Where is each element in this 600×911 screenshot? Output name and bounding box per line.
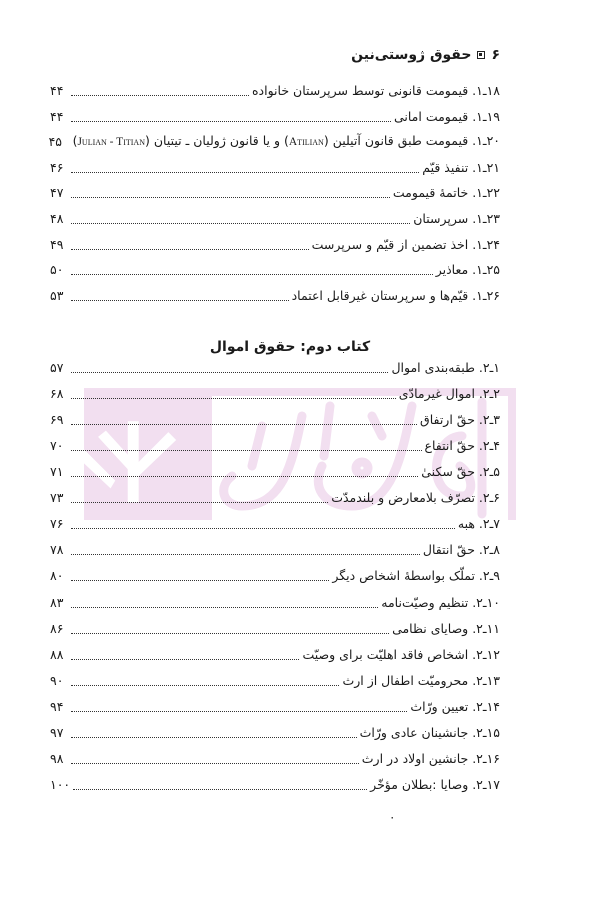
toc-entry[interactable] (50, 385, 500, 403)
dot-leader (71, 273, 433, 275)
toc-entry-page: ۱۰۰ (50, 777, 71, 792)
toc-entry-title: ۲۳ـ۱. سرپرستان (413, 211, 500, 226)
dot-leader (71, 423, 417, 425)
toc-entry-page: ۸۸ (50, 647, 64, 662)
toc-entry-page: ۹۰ (50, 673, 64, 688)
dot-leader (71, 222, 410, 224)
toc-entry-page: ۵۰ (50, 262, 64, 277)
toc-entry[interactable] (50, 236, 500, 254)
dot-leader (71, 501, 328, 503)
toc-entry-page: ۹۸ (50, 751, 64, 766)
toc-entry-page: ۴۸ (50, 211, 64, 226)
toc-entry-title: ۲۱ـ۱. تنفیذ قیّم (422, 160, 500, 175)
dot-leader (71, 658, 299, 660)
dot-leader (71, 371, 388, 373)
latin-term: Julian - Titian (77, 136, 145, 148)
toc-entry[interactable] (50, 210, 500, 228)
toc-entry-title: ۷ـ۲. هبه (457, 516, 500, 531)
toc-entry-title: ۱۹ـ۱. قیمومت امانی (393, 109, 500, 124)
section-heading (0, 339, 600, 355)
toc-entry-title: ۲ـ۲. اموال غیرمادّی (398, 386, 500, 401)
toc-entry[interactable] (50, 489, 500, 507)
toc-entry-page: ۸۳ (50, 595, 64, 610)
toc-entry[interactable] (50, 541, 500, 559)
dot-leader (71, 606, 378, 608)
toc-entry[interactable] (50, 698, 500, 716)
dot-leader (71, 527, 455, 529)
toc-entry-title: ۱۲ـ۲. اشخاص فاقد اهلیّت برای وصیّت (302, 647, 500, 662)
toc-entry-page: ۵۷ (50, 360, 64, 375)
toc-entry[interactable] (50, 133, 500, 151)
toc-entry[interactable] (50, 620, 500, 638)
dot-leader (71, 171, 419, 173)
toc-entry-page: ۸۰ (50, 568, 64, 583)
toc-entry-page: ۴۴ (50, 109, 64, 124)
toc-entry-title: ۹ـ۲. تملّک بواسطهٔ اشخاص دیگر (332, 568, 500, 583)
toc-entry-page: ۷۶ (50, 516, 64, 531)
dot-leader (71, 248, 309, 250)
toc-entry-page: ۷۸ (50, 542, 64, 557)
toc-entry-page: ۴۴ (50, 83, 64, 98)
toc-entry[interactable] (50, 108, 500, 126)
dot-leader (71, 120, 391, 122)
dot-leader (71, 397, 396, 399)
running-head (351, 47, 500, 63)
toc-entry-title: ۱۷ـ۲. وصایا :بطلان مؤخّر (370, 777, 500, 792)
toc-entry-page: ۷۱ (50, 464, 64, 479)
toc-entry-title: ۱۴ـ۲. تعیین ورّاث (410, 699, 500, 714)
dot-leader (71, 762, 359, 764)
page-number: ۶ (491, 47, 500, 63)
toc-entry-page: ۷۳ (50, 490, 64, 505)
dot-leader (73, 788, 367, 790)
dot-leader (71, 94, 249, 96)
toc-entry-title: ۱ـ۲. طبقه‌بندی اموال (391, 360, 500, 375)
dot-leader (71, 684, 339, 686)
toc-entry[interactable] (50, 287, 500, 305)
dot-leader (71, 579, 329, 581)
section-heading-text: کتاب دوم: حقوق اموال (209, 339, 371, 355)
dot-leader (71, 449, 422, 451)
toc-entry-title: ۲۶ـ۱. قیّم‌ها و سرپرستان غیرقابل اعتماد (291, 288, 500, 303)
toc-entry-page: ۴۷ (50, 185, 64, 200)
toc-entry-title: ۲۴ـ۱. اخذ تضمین از قیّم و سرپرست (311, 237, 500, 252)
toc-entry-title: ۱۶ـ۲. جانشین اولاد در ارث (361, 751, 500, 766)
toc-entry[interactable] (50, 594, 500, 612)
toc-entry-title: ۳ـ۲. حقّ ارتفاق (420, 412, 500, 427)
toc-entry[interactable] (50, 261, 500, 279)
dot-leader (71, 299, 289, 301)
toc-entry-page: ۹۷ (50, 725, 64, 740)
toc-entry[interactable] (50, 411, 500, 429)
toc-entry-page: ۷۰ (50, 438, 64, 453)
toc-entry-title: ۱۰ـ۲. تنظیم وصیّت‌نامه (381, 595, 500, 610)
toc-entry[interactable] (50, 672, 500, 690)
dot-leader (71, 553, 420, 555)
toc-entry-title: ۱۳ـ۲. محرومیّت اطفال از ارث (342, 673, 500, 688)
dot-leader (71, 475, 418, 477)
toc-entry-page: ۸۶ (50, 621, 64, 636)
toc-entry-page: ۴۶ (50, 160, 64, 175)
title-part: ) و یا قانون ژولیان ـ تیتیان ( (144, 133, 289, 148)
toc-entry[interactable] (50, 646, 500, 664)
dot-leader (71, 736, 357, 738)
toc-entry-title: ۴ـ۲. حقّ انتفاع (424, 438, 500, 453)
toc-entry[interactable] (50, 515, 500, 533)
toc-entry-title: ۲۵ـ۱. معاذیر (435, 262, 500, 277)
book-title: حقوق ژوستی‌نین (351, 47, 472, 63)
dot-leader (71, 196, 390, 198)
toc-entry[interactable] (50, 750, 500, 768)
toc-entry-title: ۱۵ـ۲. جانشینان عادی ورّاث (359, 725, 500, 740)
title-part: ) (72, 133, 78, 148)
toc-entry[interactable] (50, 184, 500, 202)
toc-entry-title: ۱۸ـ۱. قیمومت قانونی توسط سرپرستان خانواده (251, 83, 500, 98)
toc-entry-title: ۱۱ـ۲. وصایای نظامی (392, 621, 500, 636)
toc-entry-page: ۵۳ (50, 288, 64, 303)
dot-leader (71, 710, 407, 712)
toc-entry-page: ۴۹ (50, 237, 64, 252)
toc-entry-title: ۶ـ۲. تصرّف بلامعارض و بلندمدّت (331, 490, 500, 505)
dot-leader (71, 632, 389, 634)
toc-entry-title: ۸ـ۲. حقّ انتقال (422, 542, 500, 557)
toc-entry[interactable] (50, 776, 500, 794)
toc-entry-page: ۶۸ (50, 386, 64, 401)
toc-entry-title: ۵ـ۲. حقّ سکنیٰ (421, 464, 500, 479)
toc-entry[interactable] (50, 567, 500, 585)
toc-entry[interactable] (50, 82, 500, 100)
toc-entry[interactable] (50, 463, 500, 481)
title-part: ۲۰ـ۱. قیمومت طبق قانون آتیلین ( (323, 133, 500, 148)
latin-term: Atilian (288, 136, 324, 148)
folio-mark: ۰ (389, 810, 396, 824)
toc-entry-page: ۹۴ (50, 699, 64, 714)
toc-entry[interactable] (50, 159, 500, 177)
toc-entry[interactable] (50, 359, 500, 377)
toc-entry-page: ۶۹ (50, 412, 64, 427)
toc-entry-title: ۲۲ـ۱. خاتمهٔ قیمومت (392, 185, 500, 200)
toc-entry[interactable] (50, 437, 500, 455)
toc-entry-page: ۴۵ (48, 134, 62, 149)
toc-entry-title (73, 132, 500, 151)
toc-entry[interactable] (50, 724, 500, 742)
square-ornament-icon (477, 51, 485, 59)
